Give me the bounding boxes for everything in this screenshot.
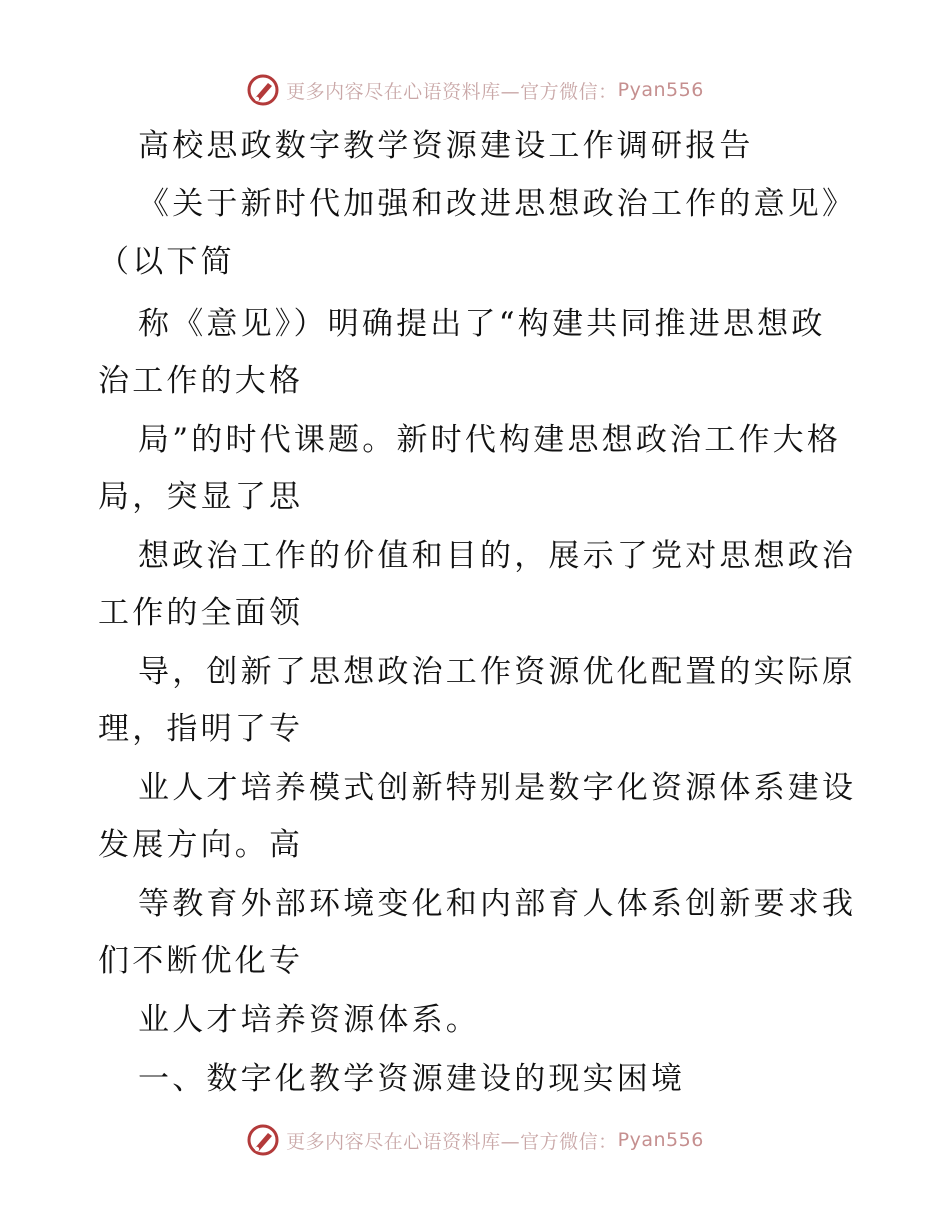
body-line: 发展方向。高: [98, 827, 304, 863]
document-title: 高校思政数字教学资源建设工作调研报告: [138, 128, 754, 164]
red-ink-pen-logo-icon: [246, 1123, 280, 1157]
body-line: 称《意见》）明确提出了“构建共同推进思想政: [138, 306, 826, 342]
body-line: 理，指明了专: [98, 711, 304, 747]
footer-watermark: [0, 1120, 950, 1160]
section-heading: 一、数字化教学资源建设的现实困境: [138, 1061, 686, 1097]
watermark-handle: Pyan556: [617, 79, 704, 101]
body-line: 局”的时代课题。新时代构建思想政治工作大格: [138, 422, 842, 458]
body-line: 导，创新了思想政治工作资源优化配置的实际原: [138, 654, 857, 690]
body-line: 等教育外部环境变化和内部育人体系创新要求我: [138, 886, 857, 922]
body-line: 想政治工作的价值和目的，展示了党对思想政治: [138, 538, 857, 574]
body-line: 局，突显了思: [98, 479, 304, 515]
body-line: 治工作的大格: [98, 363, 304, 399]
body-line: 《关于新时代加强和改进思想政治工作的意见》: [138, 186, 857, 222]
body-line: 们不断优化专: [98, 943, 304, 979]
header-watermark: [0, 70, 950, 110]
body-line: （以下简: [98, 244, 235, 280]
body-line: 业人才培养模式创新特别是数字化资源体系建设: [138, 770, 857, 806]
watermark-text: 更多内容尽在心语资料库—官方微信：: [286, 1130, 618, 1153]
body-line: 业人才培养资源体系。: [138, 1002, 480, 1038]
watermark-handle: Pyan556: [617, 1129, 704, 1151]
watermark-text: 更多内容尽在心语资料库—官方微信：: [286, 80, 618, 103]
red-ink-pen-logo-icon: [246, 73, 280, 107]
body-line: 工作的全面领: [98, 595, 304, 631]
